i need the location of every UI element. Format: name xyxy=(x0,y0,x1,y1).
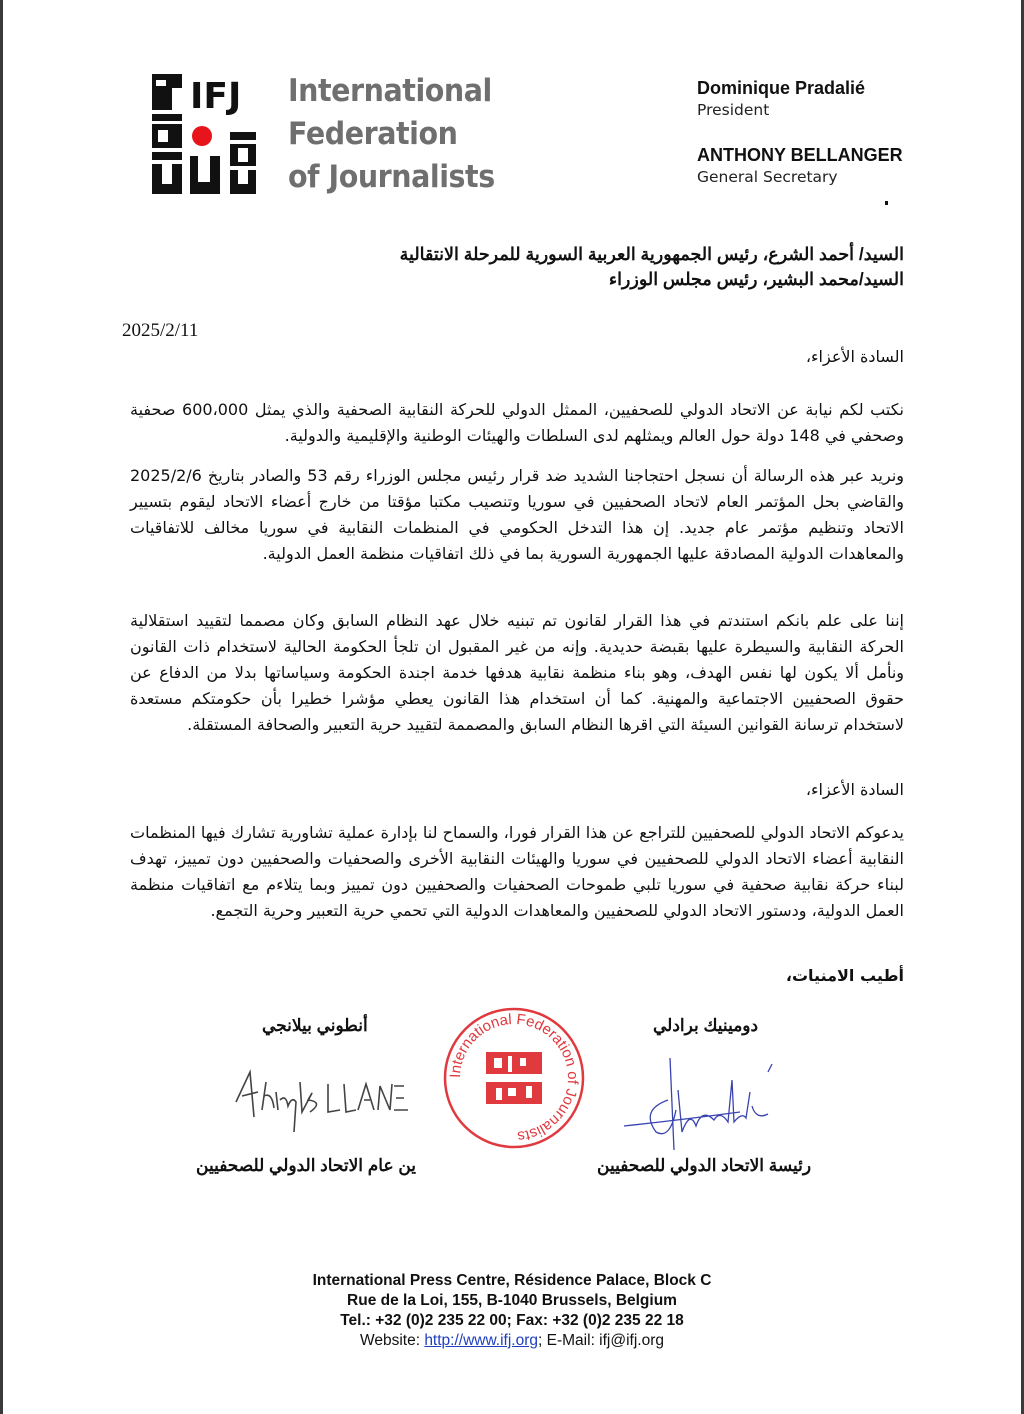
general-secretary-name: ANTHONY BELLANGER xyxy=(697,145,903,165)
svg-text:International Federation of Jo: International Federation of Journalists xyxy=(446,1010,582,1145)
ifj-logo xyxy=(150,72,260,196)
paragraph-1: نكتب لكم نيابة عن الاتحاد الدولي للصحفيين، الممثل الدولي للحركة النقابية الصحفية والذي يمثل 600،000 صحفية وصحفي في 148 دولة حول العالم ويمثلهم لدى السلطات والهيئات الوطنية والإقليمية والدولية. xyxy=(130,400,905,445)
page-edge-left xyxy=(0,0,3,1414)
signatory-left-name: أنطوني بيلانجي xyxy=(262,1016,368,1035)
signatory-left-title: ين عام الاتحاد الدولي للصحفيين xyxy=(196,1156,416,1175)
footer-contact: Website: http://www.ifj.org; E-Mail: ifj@ifj.org xyxy=(359,1332,665,1349)
closing: أطيب الامنيات، xyxy=(785,966,904,985)
signature-bellanger xyxy=(228,1062,408,1142)
paragraph-3: إننا على علم بانكم استندتم في هذا القرار لقانون تم تبنيه خلال عهد النظام السابق وكان مصمما لتقييد استقلالية الحركة النقابية والسيطرة عليها بقبضة حديدية. وإنه من غير المقبول ان تلجأ الحكومة الحالية لاستخدام ذات القانون ونأمل ألا يكون لها نفس الهدف، وهو بناء منظمة نقابية هدفها خدمة اجندة الحكومة وسياساتها بدلا من الدفاع عن حقوق الصحفيين الاجتماعية والمهنية. كما أن استخدام هذا القانون يعطي مؤشرا خطيرا بأن حكومتكم مستعدة لاستخدام ترسانة القوانين السيئة التي اقرها النظام السابق والمصممة لتقييد حرية التعبير والصحافة المستقلة. xyxy=(130,611,904,734)
officers-block xyxy=(697,78,903,186)
paragraph-4: يدعوكم الاتحاد الدولي للصحفيين للتراجع عن هذا القرار فورا، والسماح لنا بإدارة عملية تشاورية تشارك فيها المنظمات النقابية أعضاء الاتحاد الدولي للصحفيين في سوريا والهيئات النقابية الأخرى والصحفيات والصحفيين دون تمييز، تهدف لبناء حركة نقابية صحفية في سوريا تلبي طموحات الصحفيات والصحفيين دون تمييز وبما يتلاءم مع اتفاقيات منظمة العمل الدولية، ودستور الاتحاد الدولي للصحفيين والمعاهدات الدولية التي تحمي حرية التعبير وحرية التجمع. xyxy=(130,823,904,920)
salutation-2: السادة الأعزاء، xyxy=(805,780,904,799)
addressee-1: السيد/ أحمد الشرع، رئيس الجمهورية العربية السورية للمرحلة الانتقالية xyxy=(399,244,904,264)
ifj-stamp xyxy=(442,1006,586,1150)
footer-address: International Press Centre, Résidence Palace, Block C Rue de la Loi, 155, B-1040 Brussels, Belgium Tel.: +32 (0)2 235 22 00; Fax: +32 (0)2 235 22 18 Website: http://www.ifj.org; E-Mail: ifj@ifj.org xyxy=(0,1271,1024,1351)
signatory-right-name: دومينيك برادلي xyxy=(653,1016,759,1035)
signatory-right-title: رئيسة الاتحاد الدولي للصحفيين xyxy=(597,1156,812,1175)
salutation: السادة الأعزاء، xyxy=(805,347,904,366)
logo-red-dot xyxy=(192,126,212,146)
stray-mark xyxy=(885,201,888,205)
addressees xyxy=(400,242,904,292)
svg-text:IFJ: IFJ xyxy=(190,76,242,117)
addressee-2: السيد/محمد البشير، رئيس مجلس الوزراء xyxy=(608,269,904,289)
letter-date: 2025/2/11 xyxy=(122,320,199,341)
general-secretary-role: General Secretary xyxy=(697,168,838,186)
signature-pradalie xyxy=(620,1050,790,1160)
website-link[interactable]: http://www.ifj.org xyxy=(424,1332,539,1349)
paragraph-2: ونريد عبر هذه الرسالة أن نسجل احتجاجنا الشديد ضد قرار رئيس مجلس الوزراء رقم 53 والصادر بتاريخ 2025/2/6 والقاضي بحل المؤتمر العام لاتحاد الصحفيين في سوريا وتنصيب مكتبا مؤقتا من خارج أعضاء الاتحاد ليقوم بتسيير الاتحاد وتنظيم مؤتمر عام جديد. إن هذا التدخل الحكومي في المنظمات النقابية في سوريا مخالف للاتفاقيات والمعاهدات الدولية المصادقة عليها الجمهورية السورية بما في ذلك اتفاقيات منظمة العمل الدولية. xyxy=(130,466,905,563)
org-name: International Federation of Journalists xyxy=(288,73,495,195)
president-role: President xyxy=(697,101,770,119)
president-name: Dominique Pradalié xyxy=(697,78,866,98)
